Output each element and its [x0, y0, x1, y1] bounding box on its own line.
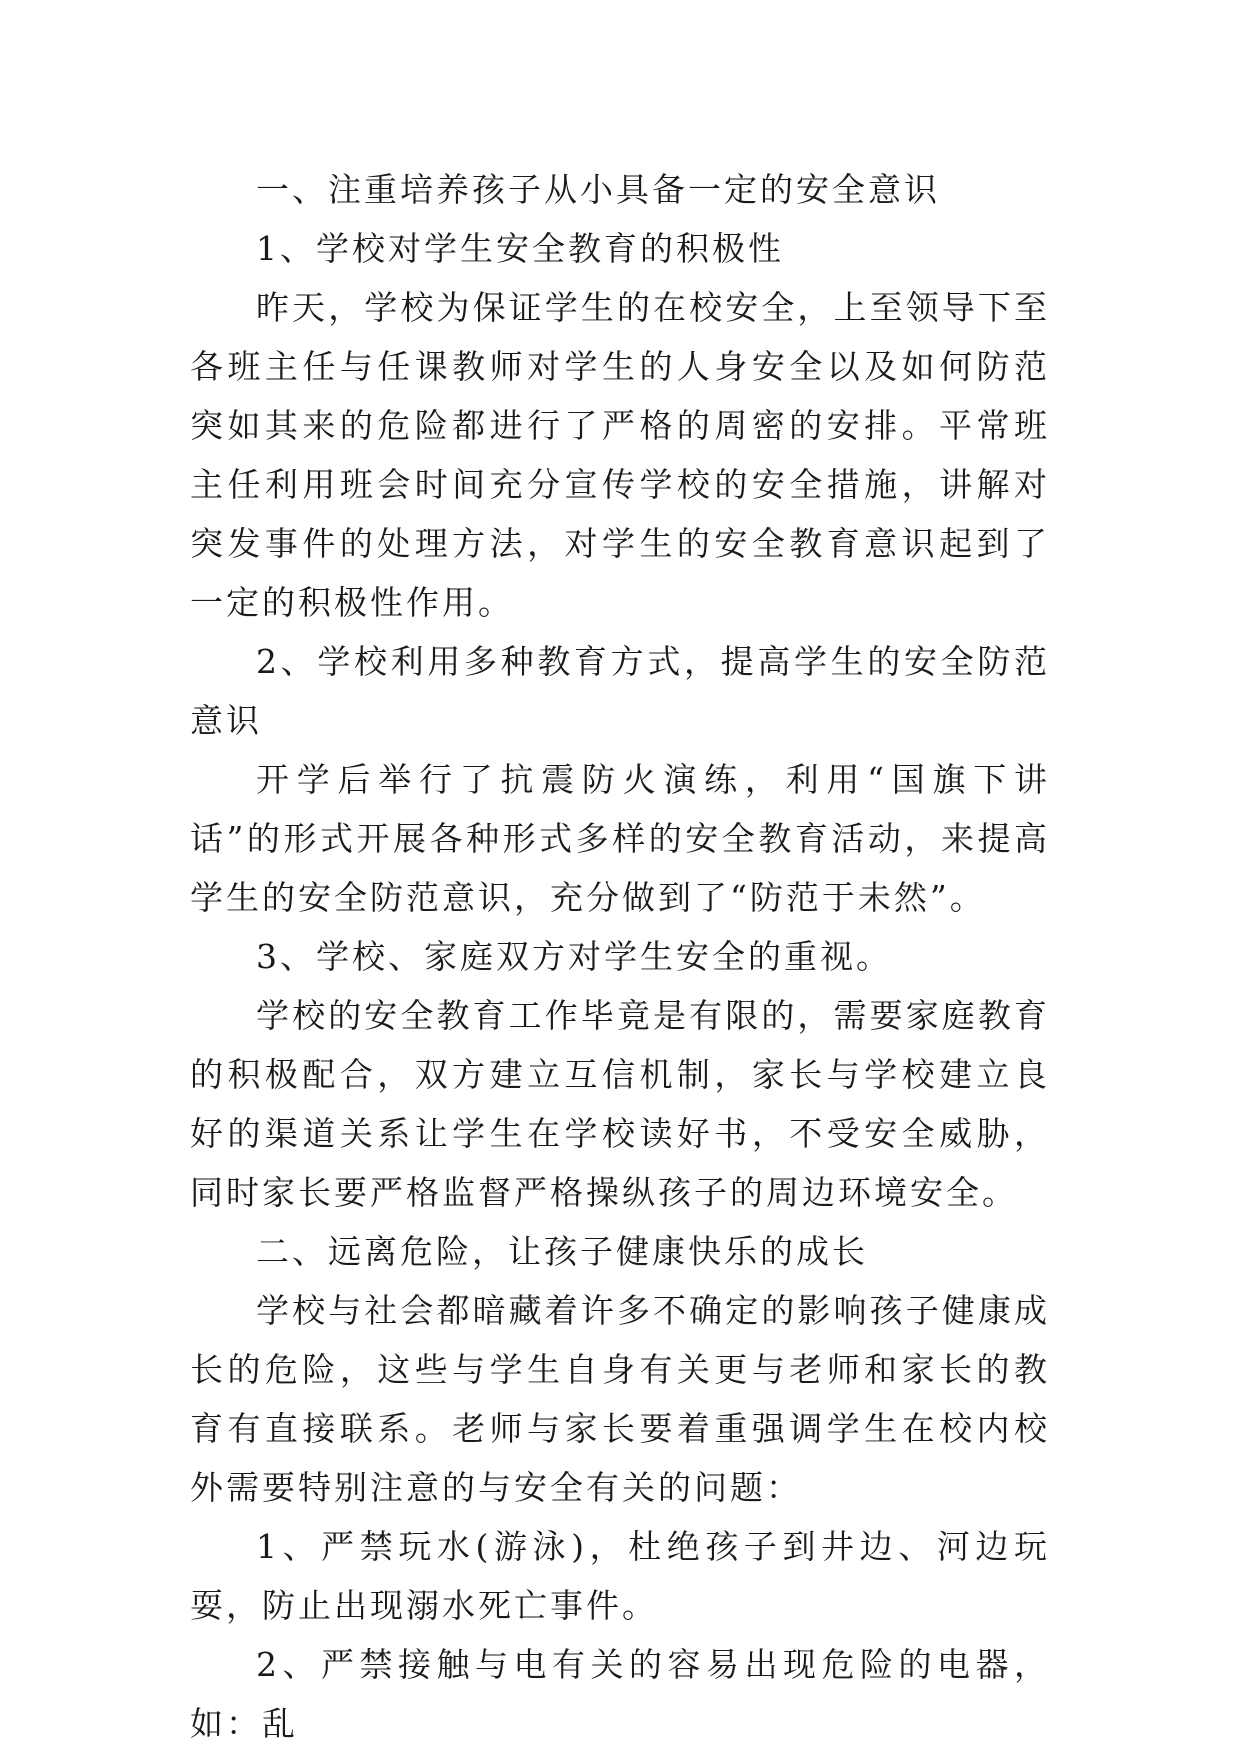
- body-paragraph: 开学后举行了抗震防火演练，利用“国旗下讲话”的形式开展各种形式多样的安全教育活动，来提高学生的安全防范意识，充分做到了“防范于未然”。: [190, 760, 1050, 917]
- section-heading-2: 二、远离危险，让孩子健康快乐的成长: [256, 1232, 868, 1271]
- list-item: 1、严禁玩水(游泳)，杜绝孩子到井边、河边玩耍，防止出现溺水死亡事件。: [190, 1527, 1050, 1625]
- list-item: 2、严禁接触与电有关的容易出现危险的电器，如：乱: [190, 1645, 1050, 1743]
- section-heading-1: 一、注重培养孩子从小具备一定的安全意识: [256, 170, 940, 209]
- body-paragraph: 学校的安全教育工作毕竟是有限的，需要家庭教育的积极配合，双方建立互信机制，家长与学校建立良好的渠道关系让学生在学校读好书，不受安全威胁，同时家长要严格监督严格操纵孩子的周边环境安全。: [190, 996, 1050, 1212]
- document-body: [190, 160, 1050, 1753]
- body-paragraph: 昨天，学校为保证学生的在校安全，上至领导下至各班主任与任课教师对学生的人身安全以及如何防范突如其来的危险都进行了严格的周密的安排。平常班主任利用班会时间充分宣传学校的安全措施，讲解对突发事件的处理方法，对学生的安全教育意识起到了一定的积极性作用。: [190, 288, 1050, 622]
- subheading-1-2: 2、学校利用多种教育方式，提高学生的安全防范意识: [190, 642, 1050, 740]
- subheading-1-3: 3、学校、家庭双方对学生安全的重视。: [256, 937, 892, 976]
- subheading-1-1: 1、学校对学生安全教育的积极性: [256, 229, 784, 268]
- body-paragraph: 学校与社会都暗藏着许多不确定的影响孩子健康成长的危险，这些与学生自身有关更与老师和家长的教育有直接联系。老师与家长要着重强调学生在校内校外需要特别注意的与安全有关的问题：: [190, 1291, 1050, 1507]
